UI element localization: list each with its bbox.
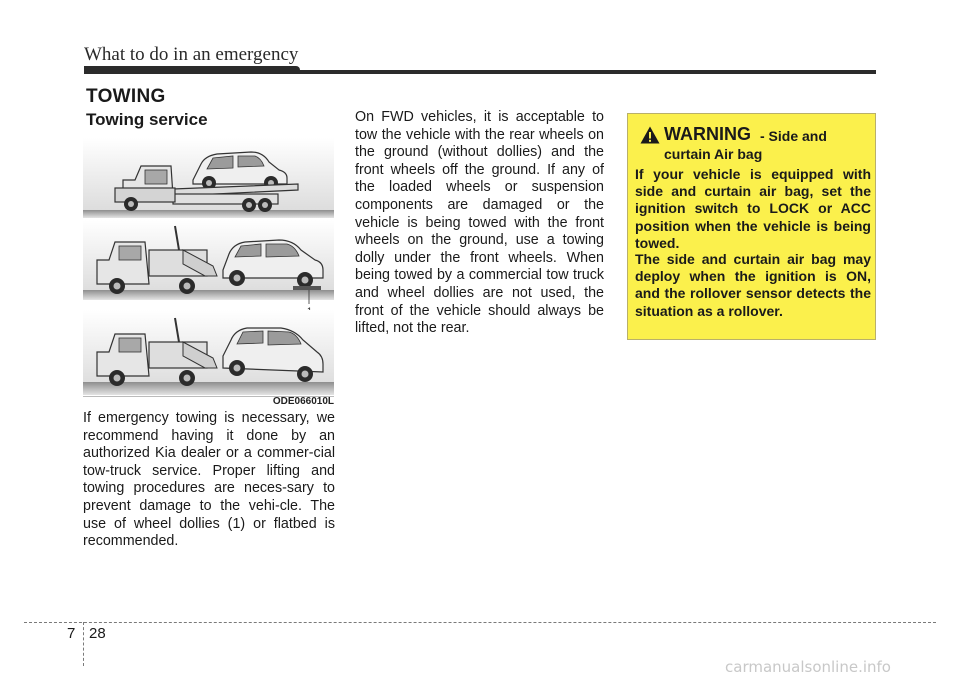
figure-code: ODE066010L — [272, 396, 334, 407]
running-header: What to do in an emergency — [84, 44, 299, 65]
header-rule — [84, 70, 876, 74]
footer-rule — [24, 622, 936, 623]
warning-label: WARNING — [664, 124, 751, 144]
towing-illustration — [83, 138, 334, 395]
chapter-number: 7 — [67, 625, 76, 642]
warning-topic-line2: curtain Air bag — [664, 146, 763, 162]
page-number: 28 — [89, 625, 106, 642]
footer-divider — [83, 622, 84, 666]
warning-box — [627, 113, 876, 340]
section-title: TOWING — [86, 86, 166, 107]
warning-topic-line1: - Side and — [760, 128, 827, 144]
watermark: carmanualsonline.info — [725, 658, 891, 676]
wheel-lift-dolly-panel — [83, 220, 334, 304]
flatbed-panel — [83, 138, 334, 218]
warning-paragraph-2: The side and curtain air bag may deploy when the ignition is ON, and the rollover sensor detects the situation as a rollover. — [635, 251, 871, 319]
warning-paragraph-1: If your vehicle is equipped with side and curtain air bag, set the ignition switch to LOCK or ACC position when the vehicle is being towed. — [635, 166, 871, 251]
towing-service-paragraph: If emergency towing is necessary, we recommend having it done by an authorized Kia dealer or a commer-cial tow-truck service. Proper lifting and towing procedures are neces-sary to prevent damage to the vehi-cle. The use of wheel dollies (1) or flatbed is recommended. — [83, 410, 335, 550]
subsection-title: Towing service — [86, 110, 208, 129]
wheel-lift-panel — [83, 310, 334, 395]
warning-triangle-icon — [640, 126, 660, 144]
fwd-towing-paragraph: On FWD vehicles, it is acceptable to tow the vehicle with the rear wheels on the ground (without dollies) and the front wheels off the ground. If any of the loaded wheels or suspension components are damaged or the vehicle is being towed with the front wheels on the ground, use a towing dolly under the front wheels. When being towed by a commercial tow truck and wheel dollies are not used, the front of the vehicle should always be lifted, not the rear. — [355, 109, 604, 337]
